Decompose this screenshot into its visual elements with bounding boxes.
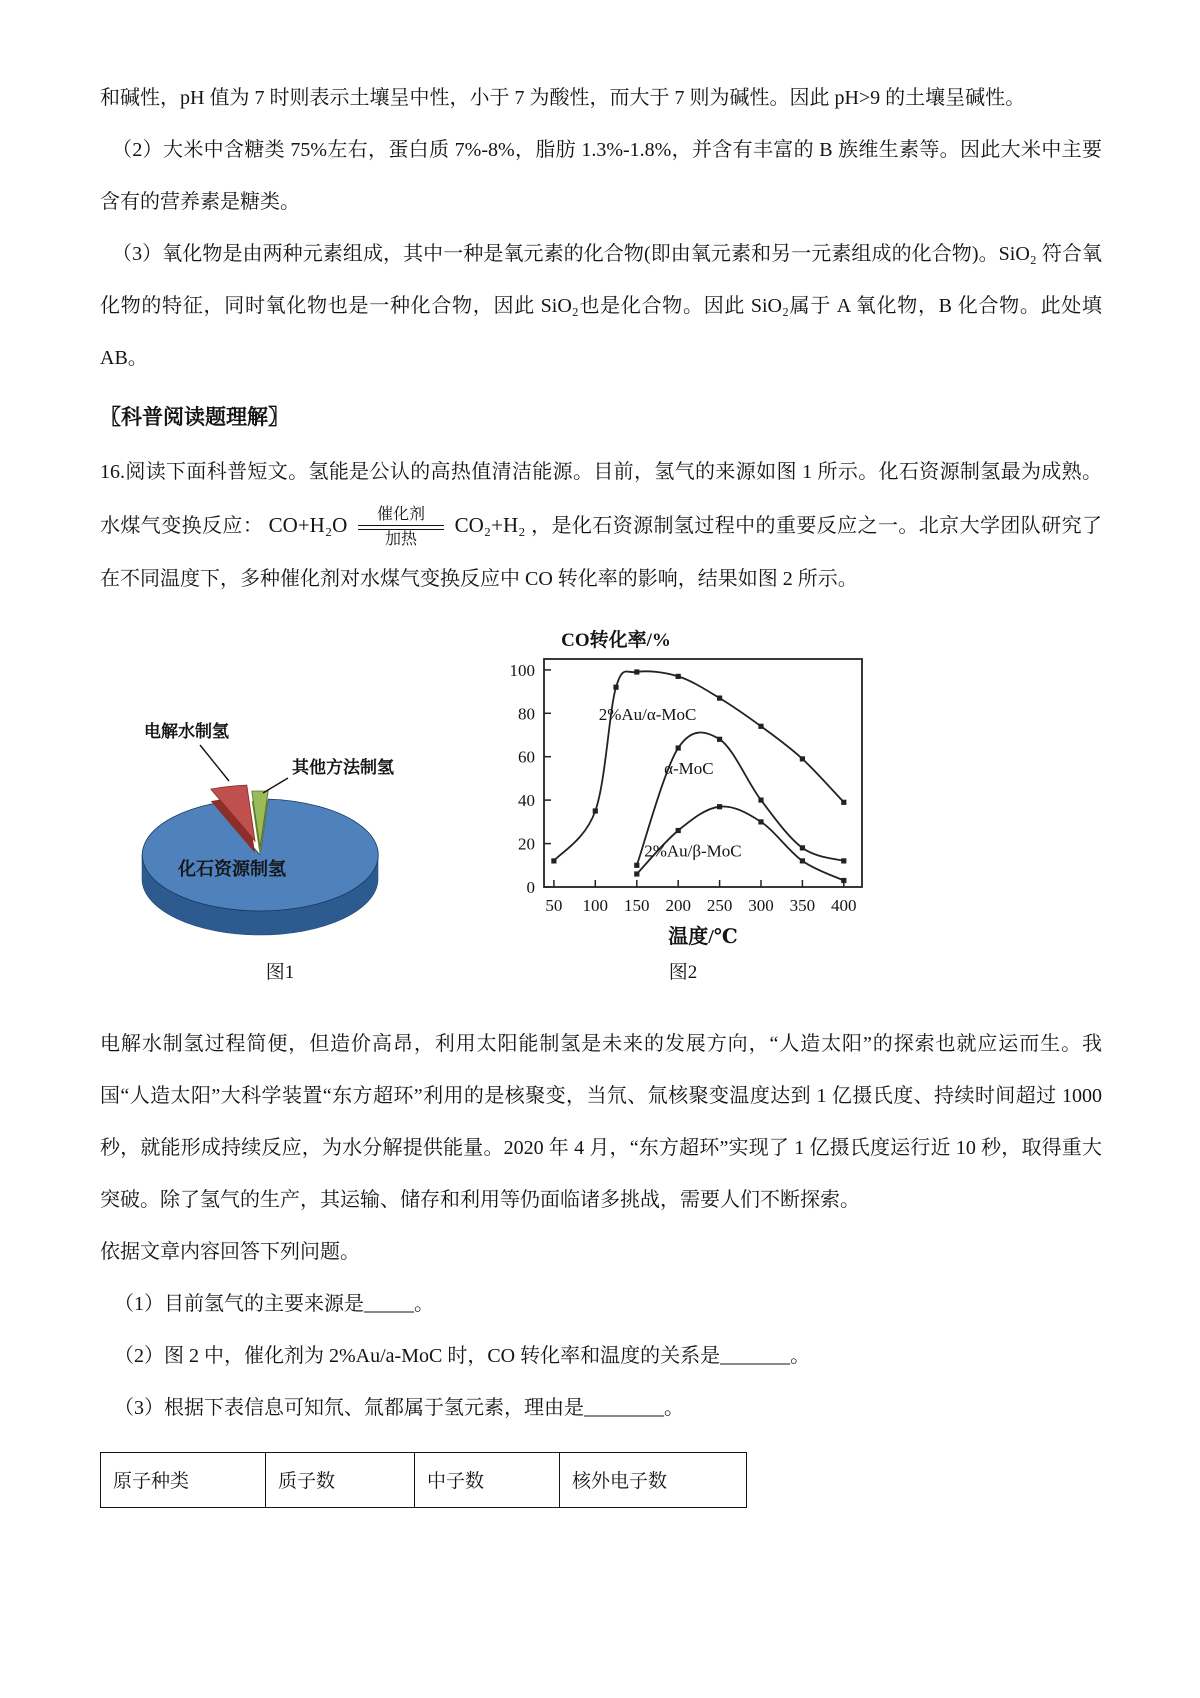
figure-2-caption: 图2 (668, 961, 698, 983)
svg-text:80: 80 (518, 704, 535, 724)
line-chart-title: CO转化率/% (561, 629, 671, 651)
question-16-intro (100, 446, 1102, 605)
equation-catalyst-label: 催化剂 (376, 505, 425, 523)
equation-heat-label: 加热 (384, 530, 417, 548)
svg-text:250: 250 (706, 895, 733, 915)
svg-text:20: 20 (518, 834, 535, 854)
equation-reactants: CO+H₂O (268, 513, 348, 538)
figures-row (130, 621, 1102, 984)
q16-sub-question-2: （2）图 2 中，催化剂为 2%Au/a-MoC 时，CO 转化率和温度的关系是_______。 (114, 1344, 811, 1367)
svg-text:60: 60 (518, 747, 535, 767)
series-label: 2%Au/α-MoC (598, 704, 697, 724)
pie-label-other: 其他方法制氢 (292, 757, 394, 777)
svg-text:350: 350 (789, 895, 816, 915)
svg-text:50: 50 (545, 895, 563, 915)
section-heading: 〖科普阅读题理解〗 (100, 405, 289, 429)
q16-sub-question-3: （3）根据下表信息可知氘、氚都属于氢元素，理由是________。 (114, 1396, 684, 1419)
svg-text:0: 0 (526, 877, 535, 897)
equation-conditions (358, 505, 444, 550)
figure-1-hydrogen-sources (130, 715, 430, 984)
equation-products: CO₂+H₂ (454, 513, 526, 538)
svg-text:100: 100 (509, 660, 535, 680)
leader-other (263, 778, 288, 793)
q16-body-paragraph: 电解水制氢过程简便，但造价高昂，利用太阳能制氢是未来的发展方向，“人造太阳”的探索也就应运而生。我国“人造太阳”大科学装置“东方超环”利用的是核聚变，当氘、氚核聚变温度达到 1 亿摄氏度、持续时间超过 1000 秒，就能形成持续反应，为水分解提供能量。2020 年 4 月，“东方超环”实现了 1 亿摄氏度运行近 10 秒，取得重大突破。除了氢气的生产，其运输、储存和利用等仍面临诸多挑战，需要人们不断探索。 (100, 1032, 1102, 1211)
series-label: α-MoC (664, 758, 714, 778)
svg-text:300: 300 (748, 895, 774, 915)
answer-paragraph-1: 和碱性，pH 值为 7 时则表示土壤呈中性，小于 7 为酸性，而大于 7 则为碱性。因此 pH>9 的土壤呈碱性。 (100, 87, 1026, 109)
series-label: 2%Au/β-MoC (644, 841, 742, 861)
atom-table-header-row (101, 1452, 747, 1507)
line-chart-xlabel: 温度/℃ (668, 925, 738, 948)
pie-label-electrolysis: 电解水制氢 (144, 721, 229, 741)
atom-table-header-atom-type: 原子种类 (101, 1452, 266, 1507)
q16-sub-question-1: （1）目前氢气的主要来源是_____。 (114, 1292, 434, 1315)
atom-table-header-protons: 质子数 (266, 1452, 415, 1507)
answer-paragraph-2: （2）大米中含糖类 75%左右，蛋白质 7%-8%，脂肪 1.3%-1.8%，并含有丰富的 B 族维生素等。因此大米中主要含有的营养素是糖类。 (100, 139, 1102, 213)
atom-table (100, 1452, 747, 1508)
figure-2-co-conversion (482, 621, 884, 984)
q16-text-before-equation: 16.阅读下面科普短文。氢能是公认的高热值清洁能源。目前，氢气的来源如图 1 所示。化石资源制氢最为成熟。水煤气变换反应： (100, 461, 1102, 538)
svg-text:150: 150 (624, 895, 650, 915)
pie-chart (130, 715, 430, 953)
q16-text-after-equation: ，是化石资源制氢过程中的重要反应之一。北京大学团队研究了在不同温度下，多种催化剂对水煤气变换反应中 CO 转化率的影响，结果如图 2 所示。 (100, 515, 1103, 590)
svg-text:100: 100 (582, 895, 609, 915)
svg-text:400: 400 (831, 895, 857, 915)
svg-text:40: 40 (518, 790, 535, 810)
chemical-equation (268, 505, 531, 548)
atom-table-header-neutrons: 中子数 (415, 1452, 560, 1507)
figure-1-caption: 图1 (265, 961, 295, 983)
atom-table-header-electrons: 核外电子数 (560, 1452, 747, 1507)
svg-text:200: 200 (665, 895, 691, 915)
pie-label-fossil: 化石资源制氢 (178, 858, 286, 879)
q16-answer-prompt: 依据文章内容回答下列问题。 (100, 1240, 360, 1263)
answer-paragraph-3: （3）氧化物是由两种元素组成，其中一种是氧元素的化合物(即由氧元素和另一元素组成的化合物)。SiO₂ 符合氧化物的特征，同时氧化物也是一种化合物，因此 SiO₂也是化合物。因此 SiO₂属于 A 氧化物，B 化合物。此处填 AB。 (100, 243, 1102, 369)
line-chart (482, 621, 884, 953)
leader-electrolysis (200, 745, 229, 781)
